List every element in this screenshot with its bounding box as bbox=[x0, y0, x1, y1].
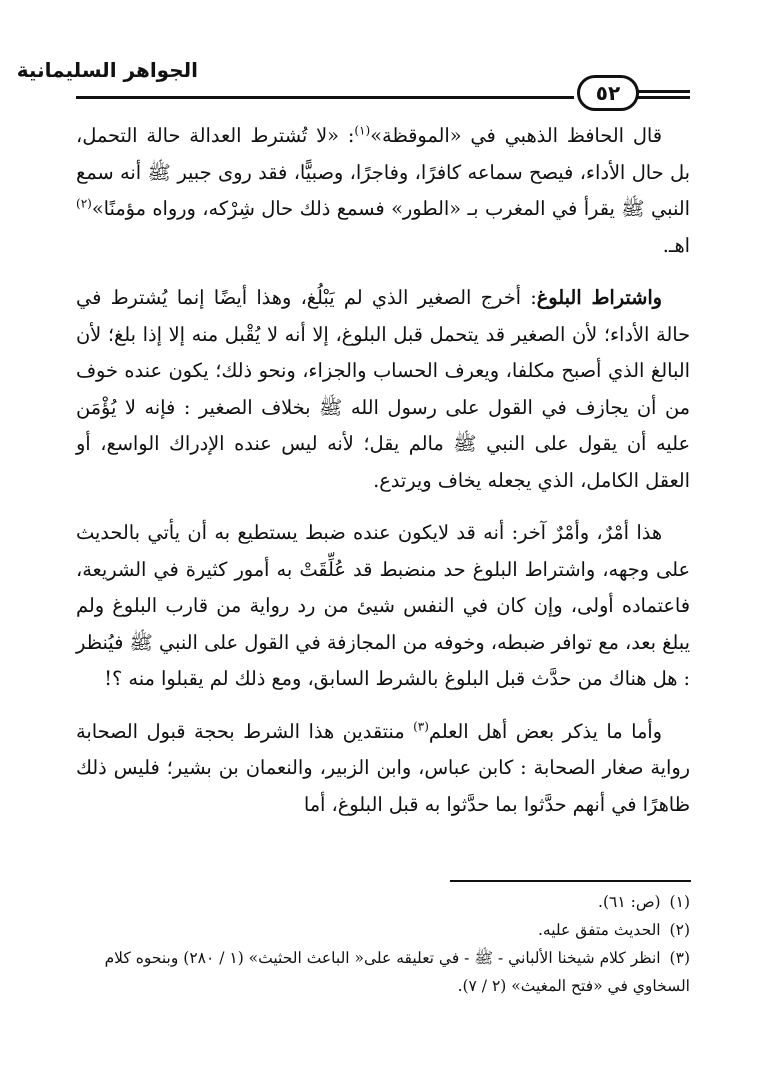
paragraph-4 bbox=[76, 714, 690, 824]
main-text bbox=[76, 118, 690, 823]
paragraph-1 bbox=[76, 118, 690, 264]
footnote-ref-1: (١) bbox=[354, 123, 371, 138]
footnote-1-number: (١) bbox=[669, 893, 690, 911]
paragraph-2-text: : أخرج الصغير الذي لم يَبْلُغ، وهذا أيضًا إنما يُشترط في حالة الأداء؛ لأن الصغير قد يتحمل قبل البلوغ، إلا أنه لا يُقْبل منه إلا إذا بلغ؛ لأن البالغ الذي أصبح مكلفا، ويعرف الحساب والجزاء، ونحو ذلك؛ يكون عنده خوف من أن يجازف في القول على رسول الله ﷺ بخلاف الصغير : فإنه لا يُؤْمَن عليه أن يقول على النبي ﷺ مالم يقل؛ لأنه ليس عنده الإدراك الواسع، أو العقل الكامل، الذي يجعله يخاف ويرتدع. bbox=[76, 286, 690, 492]
book-title: الجواهر السليمانية bbox=[16, 58, 198, 82]
header-rule-left bbox=[76, 96, 574, 99]
page-number-badge bbox=[577, 75, 639, 111]
paragraph-1-tail: اهـ. bbox=[662, 233, 690, 257]
footnote-ref-3: (٣) bbox=[413, 719, 429, 734]
paragraph-1-text: قال الحافظ الذهبي في «الموقظة» bbox=[370, 124, 662, 147]
paragraph-2-lead: واشتراط البلوغ bbox=[536, 286, 662, 309]
footnote-2-number: (٢) bbox=[669, 921, 690, 939]
page-number: ٥٢ bbox=[595, 81, 621, 105]
footnote-3-number: (٣) bbox=[669, 949, 690, 967]
header-rule-right bbox=[636, 90, 690, 93]
footnotes bbox=[76, 888, 690, 1000]
footnote-3-text: انظر كلام شيخنا الألباني - ﷺ - في تعليقه على« الباعث الحثيث» (١ / ٢٨٠) وبنحوه كلام السخاوي في «فتح المغيث» (٢ / ٧). bbox=[104, 949, 690, 995]
footnote-2-text: الحديث متفق عليه. bbox=[538, 921, 661, 939]
paragraph-1-rest: : «لا تُشترط العدالة حالة التحمل، بل حال الأداء، فيصح سماعه كافرًا، وفاجرًا، وصبيًّا، فقد روى جبير ﷺ أنه سمع النبي ﷺ يقرأ في المغرب بـ «الطور» فسمع ذلك حال شِرْكه، ورواه مؤمنًا» bbox=[76, 124, 690, 220]
paragraph-4-text: وأما ما يذكر بعض أهل العلم bbox=[428, 719, 662, 743]
footnote-2 bbox=[76, 916, 690, 944]
footnote-1-text: (ص: ٦١). bbox=[598, 893, 661, 911]
paragraph-4-rest: منتقدين هذا الشرط بحجة قبول الصحابة رواية صغار الصحابة : كابن عباس، وابن الزبير، والنعمان بن بشير؛ فليس ذلك ظاهرًا في أنهم حدَّثوا بما حدَّثوا به قبل البلوغ، أما bbox=[76, 719, 690, 816]
paragraph-2 bbox=[76, 280, 690, 499]
paragraph-3-text: هذا أمْرٌ، وأمْرٌ آخر: أنه قد لايكون عنده ضبط يستطيع به أن يأتي بالحديث على وجهه، واشتراط البلوغ حد منضبط قد عُلِّقَتْ به أمور كثيرة في الشريعة، فاعتماده أولى، وإن كان في النفس شيئ من رد رواية من قارب البلوغ ولم يبلغ بعد، مع توافر ضبطه، وخوفه من المجازفة في القول على النبي ﷺ فيُنظر : هل هناك من حدَّث قبل البلوغ بالشرط السابق، ومع ذلك لم يقبلوا منه ؟! bbox=[76, 521, 690, 690]
footnote-separator bbox=[450, 880, 691, 882]
paragraph-3 bbox=[76, 515, 690, 698]
footnote-3 bbox=[76, 944, 690, 1000]
header-rule-right-2 bbox=[636, 96, 690, 99]
footnote-ref-2: (٢) bbox=[76, 196, 92, 211]
footnote-1 bbox=[76, 888, 690, 916]
